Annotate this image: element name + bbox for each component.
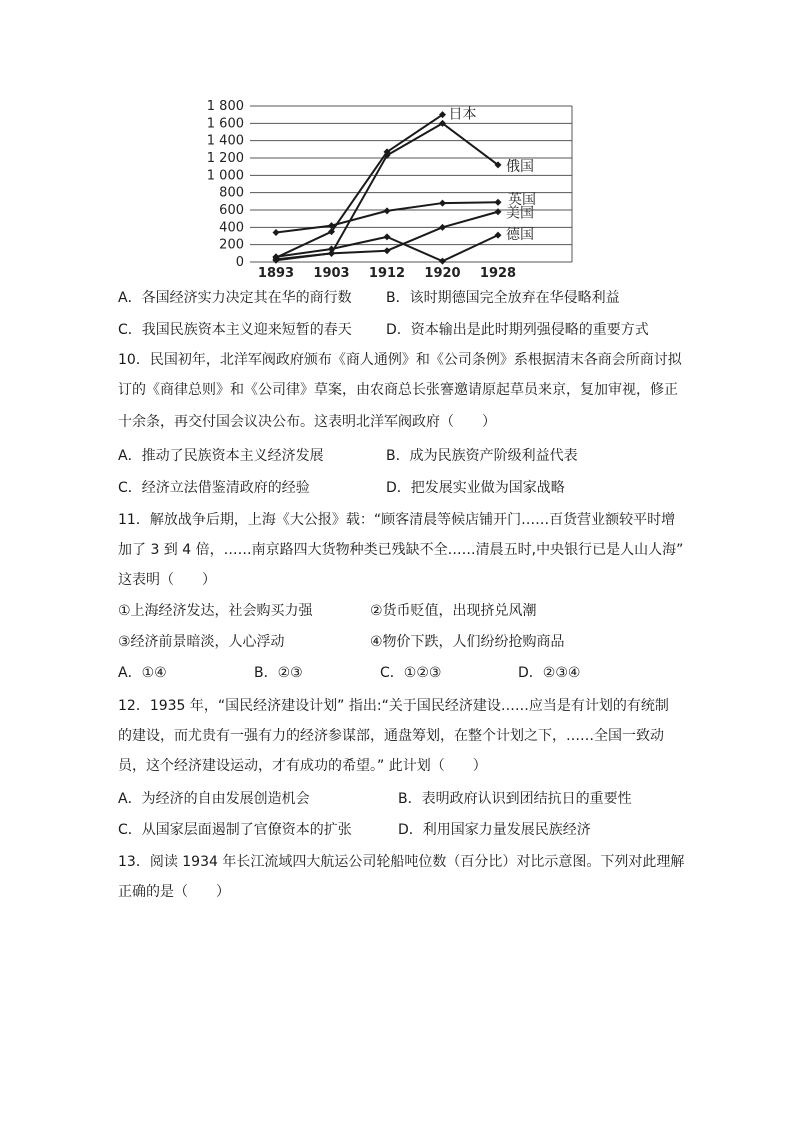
y-tick-label: 1 400 [206, 133, 244, 149]
q11-stem-line-2: 加了 3 到 4 倍，……南京路四大货物种类已残缺不全……清晨五时,中央银行已是人山人海” [118, 542, 684, 558]
q12-option-c[interactable]: C．从国家层面遏制了官僚资本的扩张 [118, 822, 352, 838]
data-point [384, 233, 391, 240]
data-point [328, 246, 335, 253]
series-line [276, 202, 498, 232]
q11-option-d[interactable]: D．②③④ [518, 665, 581, 681]
q11-statement-4: ④物价下跌，人们纷纷抢购商品 [370, 634, 565, 650]
q12-stem-line-3: 员，这个经济建设运动，才有成功的希望。” 此计划（ ） [118, 758, 487, 774]
y-tick-label: 1 600 [206, 116, 244, 132]
q11-statement-1: ①上海经济发达，社会购买力强 [118, 603, 313, 619]
data-point [384, 247, 391, 254]
data-point [495, 199, 502, 206]
data-point [439, 258, 446, 265]
y-tick-label: 600 [219, 203, 244, 218]
series-label: 日本 [448, 106, 477, 123]
data-point [495, 232, 502, 239]
q9-option-b[interactable]: B．该时期德国完全放弃在华侵略利益 [386, 290, 620, 306]
q10-stem-line-1: 10．民国初年，北洋军阀政府颁布《商人通例》和《公司条例》系根据清末各商会所商讨拟 [118, 352, 682, 368]
y-tick-label: 200 [219, 237, 244, 253]
q10-option-a[interactable]: A．推动了民族资本主义经济发展 [118, 448, 324, 464]
data-point [495, 208, 502, 215]
q12-option-b[interactable]: B．表明政府认识到团结抗日的重要性 [398, 791, 632, 807]
q11-statement-2: ②货币贬值，出现挤兑风潮 [370, 603, 537, 619]
series-label: 美国 [506, 205, 534, 222]
q9-option-c[interactable]: C．我国民族资本主义迎来短暂的春天 [118, 322, 352, 338]
q11-stem-line-1: 11．解放战争后期，上海《大公报》载：“顾客清晨等候店铺开门……百货营业额较平时增 [118, 512, 676, 528]
y-tick-label: 800 [219, 185, 244, 201]
series-label: 英国 [508, 192, 536, 209]
q10-option-b[interactable]: B．成为民族资产阶级利益代表 [386, 448, 578, 464]
data-point [273, 229, 280, 236]
q11-option-c[interactable]: C．①②③ [380, 665, 442, 681]
q10-option-c[interactable]: C．经济立法借鉴清政府的经验 [118, 480, 310, 496]
q10-option-d[interactable]: D．把发展实业做为国家战略 [386, 480, 565, 496]
x-tick-label: 1903 [313, 266, 350, 280]
y-tick-label: 1 000 [206, 168, 244, 184]
q13-stem-line-1: 13．阅读 1934 年长江流域四大航运公司轮船吨位数（百分比）对比示意图。下列对此理解 [118, 854, 685, 870]
line-chart [190, 92, 590, 280]
data-point [384, 207, 391, 214]
y-tick-label: 1 200 [206, 151, 244, 166]
series-line [276, 115, 443, 258]
q11-option-a[interactable]: A．①④ [118, 665, 167, 681]
q11-stem-line-3: 这表明（ ） [118, 572, 216, 588]
x-tick-label: 1893 [257, 266, 295, 280]
series-label: 俄国 [506, 158, 534, 175]
q9-option-a[interactable]: A．各国经济实力决定其在华的商行数 [118, 290, 352, 306]
q13-stem-line-2: 正确的是（ ） [118, 884, 230, 900]
q12-option-a[interactable]: A．为经济的自由发展创造机会 [118, 791, 310, 807]
q10-stem-line-3: 十余条，再交付国会议决公布。这表明北洋军阀政府（ ） [118, 414, 496, 430]
q10-stem-line-2: 订的《商律总则》和《公司律》草案，由农商总长张謇邀请原起草员来京，复加审视，修正 [118, 382, 678, 398]
line-chart-svg [190, 92, 590, 280]
y-tick-label: 1 800 [206, 99, 244, 114]
q12-option-d[interactable]: D．利用国家力量发展民族经济 [398, 822, 591, 838]
y-tick-label: 400 [219, 220, 244, 236]
y-tick-label: 0 [235, 255, 244, 270]
q11-option-b[interactable]: B．②③ [254, 665, 303, 681]
data-point [439, 224, 446, 231]
q11-statement-3: ③经济前景暗淡，人心浮动 [118, 634, 285, 650]
q12-stem-line-1: 12．1935 年，“国民经济建设计划” 指出:“关于国民经济建设……应当是有计划的有统制 [118, 698, 669, 714]
x-tick-label: 1912 [368, 266, 406, 280]
x-tick-label: 1920 [424, 266, 461, 280]
q9-option-d[interactable]: D．资本输出是此时期列强侵略的重要方式 [386, 322, 649, 338]
q12-stem-line-2: 的建设，而尤贵有一强有力的经济参谋部，通盘筹划，在整个计划之下，……全国一致动 [118, 728, 664, 744]
series-label: 德国 [506, 227, 534, 244]
data-point [439, 200, 446, 207]
x-tick-label: 1928 [479, 266, 517, 280]
